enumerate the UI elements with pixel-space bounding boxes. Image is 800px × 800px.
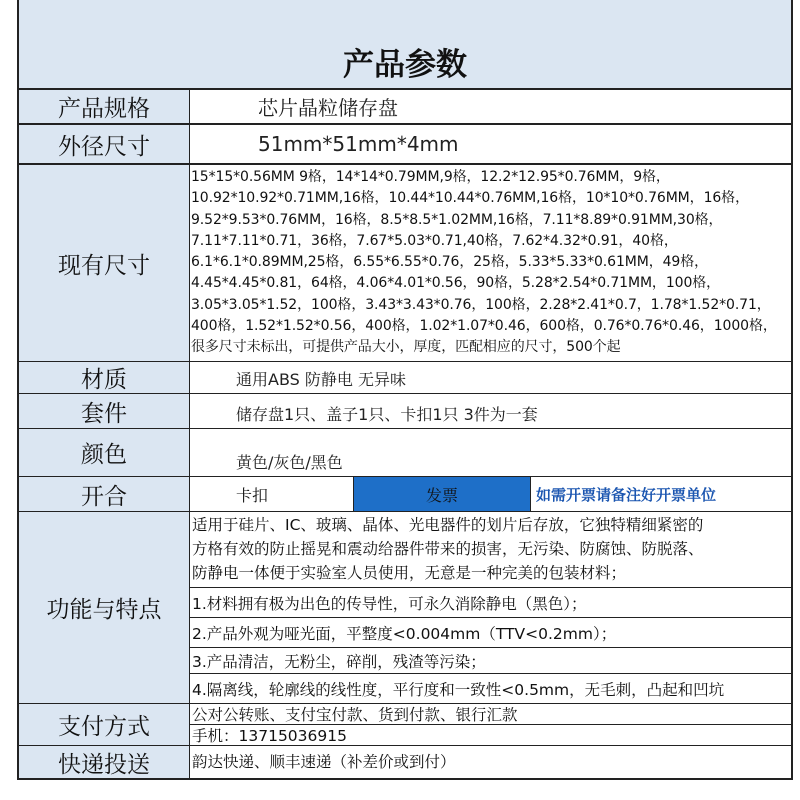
feature-item: 3.产品清洁，无粉尘，碎削，残渣等污染； bbox=[190, 648, 791, 674]
payment-methods: 公对公转账、支付宝付款、货到付款、银行汇款 bbox=[190, 704, 791, 725]
row-delivery bbox=[19, 746, 791, 778]
existing-sizes-label: 现有尺寸 bbox=[19, 165, 190, 361]
size-line: 3.05*3.05*1.52，100格，3.43*3.43*0.76，100格，2.28*2.41*0.7，1.78*1.52*0.71， bbox=[191, 296, 771, 313]
size-line: 7.11*7.11*0.71，36格，7.67*5.03*0.71,40格，7.62*4.32*0.91，40格， bbox=[191, 232, 678, 249]
delivery-value: 韵达快递、顺丰速递（补差价或到付） bbox=[192, 753, 456, 771]
product-params-table bbox=[17, 0, 793, 780]
material-value: 通用ABS 防静电 无异味 bbox=[236, 370, 406, 389]
size-line: 6.1*6.1*0.89MM,25格，6.55*6.55*0.76，25格，5.33*5.33*0.61MM，49格， bbox=[191, 254, 709, 271]
row-outer-size bbox=[19, 125, 791, 165]
row-closure bbox=[19, 477, 791, 512]
material-label: 材质 bbox=[19, 362, 190, 393]
size-line: 4.45*4.45*0.81，64格，4.06*4.01*0.56，90格，5.28*2.54*0.71MM，100格， bbox=[191, 275, 721, 292]
outer-size-label: 外径尺寸 bbox=[19, 125, 190, 163]
payment-label: 支付方式 bbox=[19, 704, 190, 745]
spec-value: 芯片晶粒储存盘 bbox=[258, 96, 398, 120]
size-line: 很多尺寸未标出，可提供产品大小，厚度，匹配相应的尺寸，500个起 bbox=[191, 339, 621, 356]
page-title: 产品参数 bbox=[19, 0, 791, 90]
row-material bbox=[19, 362, 791, 394]
kit-label: 套件 bbox=[19, 394, 190, 428]
feature-item: 4.隔离线，轮廓线的线性度，平行度和一致性<0.5mm，无毛刺，凸起和凹坑 bbox=[192, 680, 725, 699]
closure-label: 开合 bbox=[19, 477, 190, 511]
features-label: 功能与特点 bbox=[19, 512, 190, 703]
feature-intro-line: 防静电一体便于实验室人员使用，无意是一种完美的包装材料； bbox=[192, 564, 627, 582]
features-intro bbox=[190, 512, 791, 588]
row-payment bbox=[19, 704, 791, 746]
feature-intro-line: 适用于硅片、IC、玻璃、晶体、光电器件的划片后存放，它独特精细紧密的 bbox=[192, 516, 704, 534]
payment-phone: 手机：13715036915 bbox=[192, 727, 347, 745]
closure-value: 卡扣 bbox=[236, 485, 269, 505]
row-features bbox=[19, 512, 791, 704]
row-spec bbox=[19, 90, 791, 125]
color-value: 黄色/灰色/黑色 bbox=[236, 453, 343, 472]
feature-item: 2.产品外观为哑光面，平整度<0.004mm（TTV<0.2mm）； bbox=[190, 618, 791, 648]
row-color bbox=[19, 429, 791, 477]
color-label: 颜色 bbox=[19, 429, 190, 476]
size-line: 9.52*9.53*0.76MM，16格，8.5*8.5*1.02MM,16格，7.11*8.89*0.91MM,30格， bbox=[191, 211, 723, 228]
outer-size-value: 51mm*51mm*4mm bbox=[258, 132, 459, 156]
feature-item: 1.材料拥有极为出色的传导性，可永久消除静电（黑色）； bbox=[190, 588, 791, 618]
row-existing-sizes bbox=[19, 165, 791, 362]
feature-intro-line: 方格有效的防止摇晃和震动给器件带来的损害，无污染、防腐蚀、防脱落、 bbox=[192, 540, 704, 558]
kit-value: 储存盘1只、盖子1只、卡扣1只 3件为一套 bbox=[236, 405, 538, 424]
row-kit bbox=[19, 394, 791, 429]
invoice-note: 如需开票请备注好开票单位 bbox=[536, 485, 717, 504]
spec-label: 产品规格 bbox=[19, 90, 190, 123]
invoice-cell: 发票 bbox=[353, 477, 531, 511]
delivery-label: 快递投送 bbox=[19, 746, 190, 778]
size-line: 15*15*0.56MM 9格，14*14*0.79MM,9格，12.2*12.95*0.76MM，9格， bbox=[191, 169, 670, 185]
existing-sizes-list bbox=[191, 167, 789, 359]
size-line: 10.92*10.92*0.71MM,16格，10.44*10.44*0.76MM,16格，10*10*0.76MM，16格， bbox=[191, 190, 749, 207]
size-line: 400格，1.52*1.52*0.56，400格，1.02*1.07*0.46，600格，0.76*0.76*0.46，1000格， bbox=[191, 318, 777, 335]
